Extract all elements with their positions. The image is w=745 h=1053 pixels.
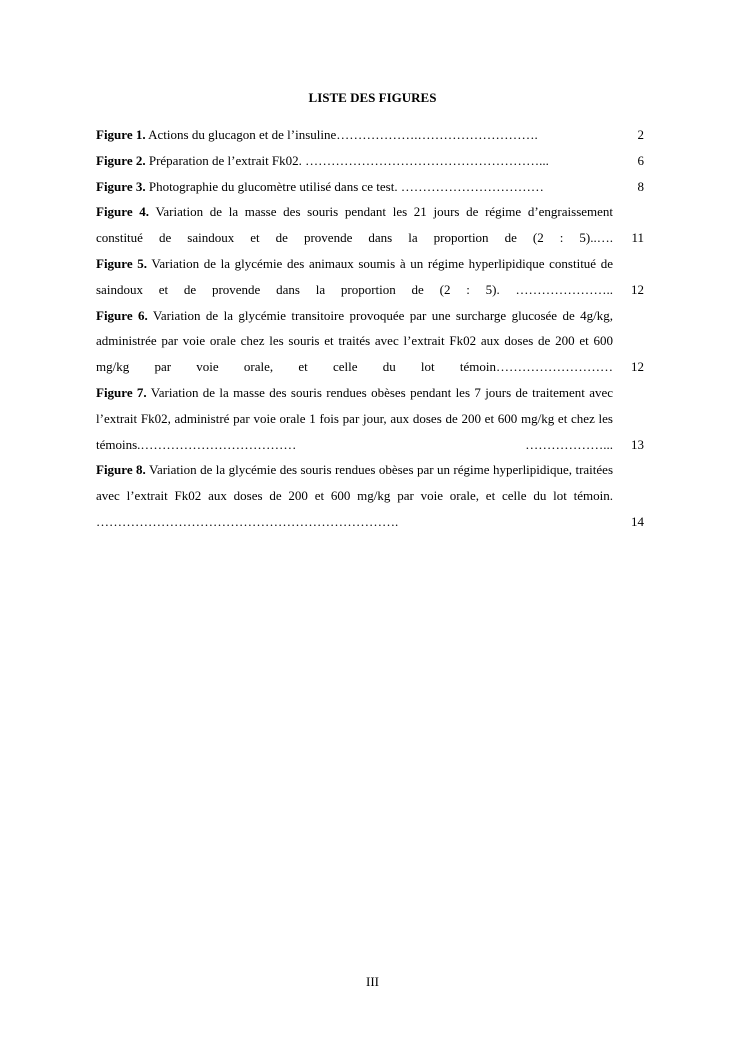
figure-label: Figure 6. [96, 307, 148, 323]
figure-caption: Variation de la glycémie des animaux soumis à un régime hyperlipidique constitué de saindoux et de provende dans la proportion de (2 : 5). ………………….. [96, 255, 613, 297]
figure-page-number: 8 [637, 178, 644, 194]
page-title: LISTE DES FIGURES [308, 90, 437, 105]
list-item [96, 199, 644, 251]
figure-label: Figure 5. [96, 255, 147, 271]
list-item [96, 148, 644, 174]
figure-label: Figure 8. [96, 462, 146, 478]
page-number-footer: III [366, 974, 379, 989]
figure-page-number: 6 [637, 152, 644, 168]
figure-caption: Préparation de l’extrait Fk02. ………………………………………………... [148, 152, 549, 168]
figure-page-number: 13 [631, 436, 644, 452]
figure-page-number: 2 [637, 127, 644, 142]
figure-caption: Variation de la glycémie des souris rendues obèses par un régime hyperlipidique, traitées avec l’extrait Fk02 aux doses de 200 et 600 mg/kg par voie orale, et celle du lot témoin. ……………………………………………………………. [96, 462, 614, 529]
list-item [96, 457, 644, 534]
figure-caption: Photographie du glucomètre utilisé dans ce test. …………………………… [148, 178, 544, 194]
figure-caption: Variation de la masse des souris pendant les 21 jours de régime d’engraissement constitué de saindoux et de provende dans la proportion de (2 : 5)..…. [96, 204, 614, 246]
figure-caption: Actions du glucagon et de l’insuline……………….………………………. [148, 127, 538, 142]
figure-label: Figure 1. [96, 127, 146, 142]
list-item [96, 174, 644, 200]
figure-list [96, 122, 644, 535]
list-item [96, 380, 644, 457]
list-item [96, 122, 644, 148]
figure-label: Figure 7. [96, 384, 147, 400]
figure-label: Figure 4. [96, 204, 150, 220]
figure-page-number: 14 [631, 513, 644, 529]
figure-label: Figure 3. [96, 178, 146, 194]
list-item [96, 251, 644, 303]
list-item [96, 303, 644, 380]
figure-label: Figure 2. [96, 152, 146, 168]
figure-page-number: 12 [631, 359, 644, 375]
figure-caption: Variation de la glycémie transitoire provoquée par une surcharge glucosée de 4g/kg, administrée par voie orale chez les souris et traités avec l’extrait Fk02 aux doses de 200 et 600 mg/kg par voie orale, et celle du lot témoin……………………… [96, 307, 613, 375]
figure-page-number: 11 [631, 230, 644, 246]
figure-caption: Variation de la masse des souris rendues obèses pendant les 7 jours de traitement avec l’extrait Fk02, administré par voie orale 1 fois par jour, aux doses de 200 et 600 mg/kg et chez les témoins.……………………………… ………………... [96, 384, 614, 452]
figure-page-number: 12 [631, 281, 644, 297]
